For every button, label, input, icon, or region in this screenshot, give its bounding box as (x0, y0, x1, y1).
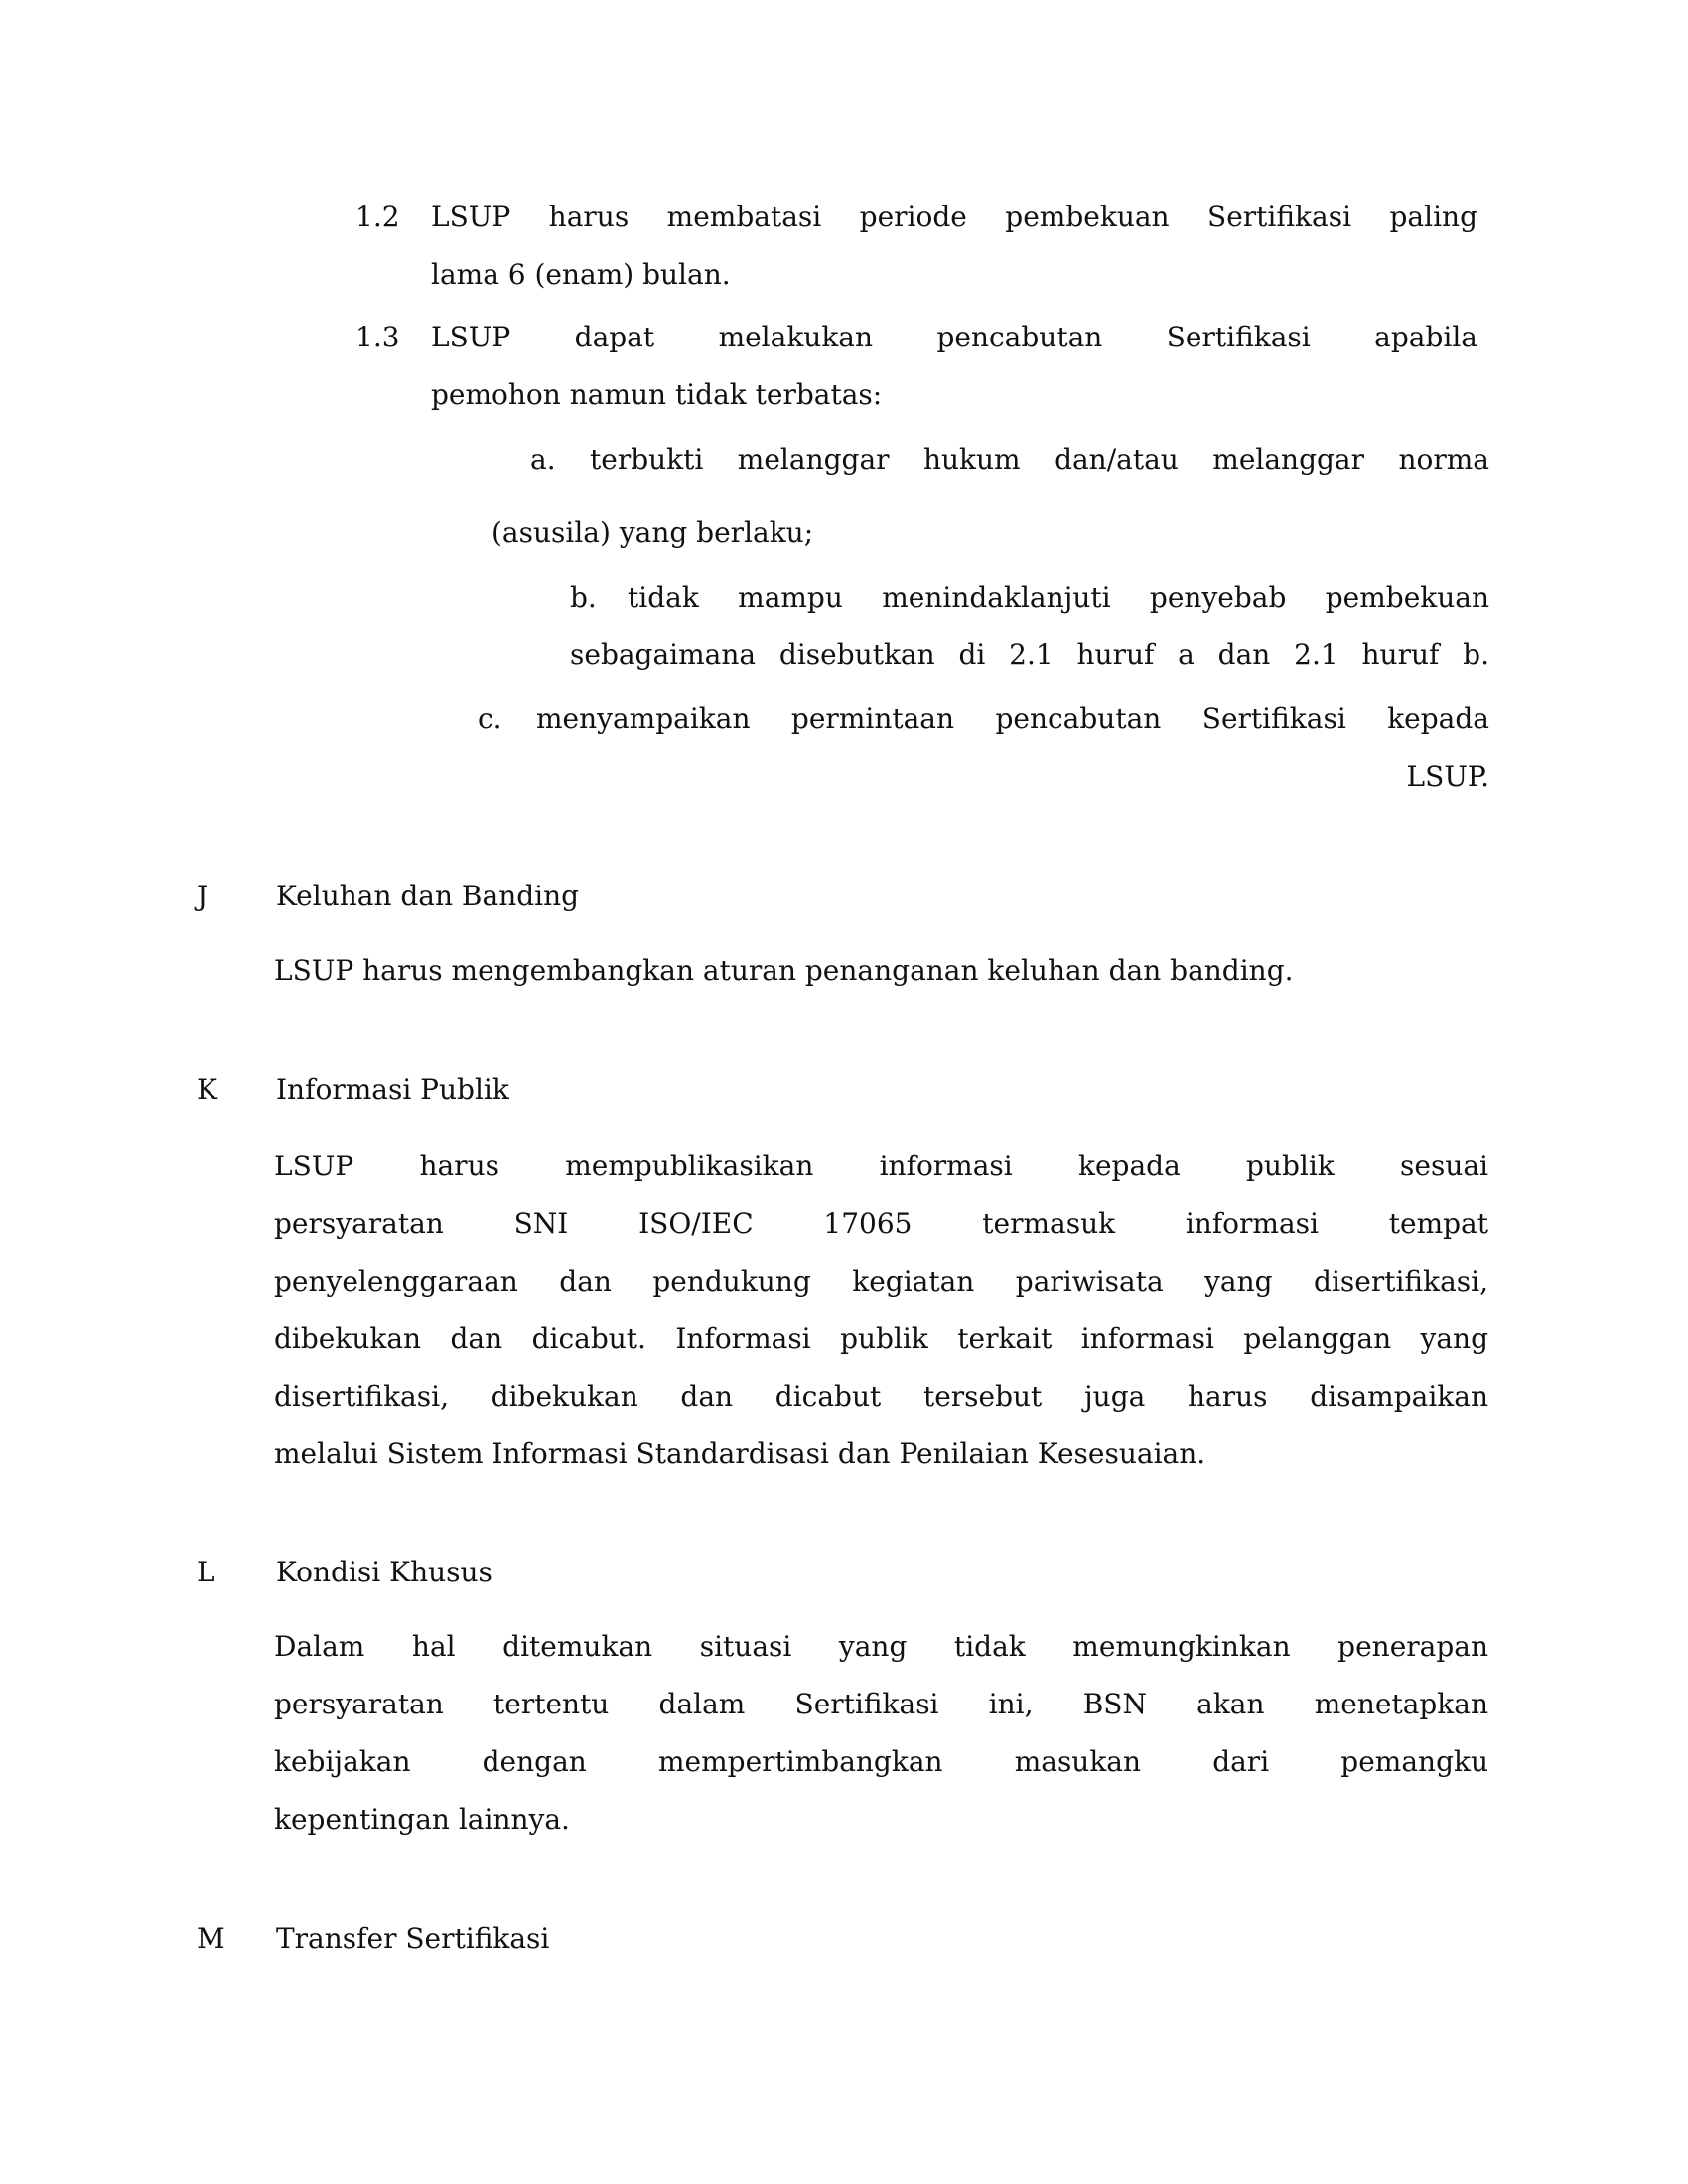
section-body-line: LSUP harus mengembangkan aturan penanganan keluhan dan banding. (274, 954, 1294, 987)
section-letter: J (197, 880, 209, 912)
subitem-text-line: sebagaimana disebutkan di 2.1 huruf a dan 2.1 huruf b. (570, 638, 1489, 671)
subitem-text-line: (asusila) yang berlaku; (492, 516, 814, 549)
item-text-line: LSUP dapat melakukan pencabutan Sertifikasi apabila (431, 321, 1477, 353)
section-title: Informasi Publik (276, 1073, 509, 1106)
section-body-line: penyelenggaraan dan pendukung kegiatan pariwisata yang disertifikasi, (274, 1265, 1488, 1297)
subitem-letter: a. (530, 443, 556, 476)
item-text-line: lama 6 (enam) bulan. (431, 258, 731, 291)
subitem-text-line: menyampaikan permintaan pencabutan Sertifikasi kepada (536, 702, 1489, 735)
section-letter: L (197, 1556, 215, 1588)
section-body-line: kebijakan dengan mempertimbangkan masukan dari pemangku (274, 1745, 1488, 1778)
subitem-text-line: terbukti melanggar hukum dan/atau melanggar norma (590, 443, 1489, 476)
item-number: 1.3 (355, 321, 400, 353)
item-number: 1.2 (355, 201, 400, 233)
section-title: Kondisi Khusus (276, 1556, 492, 1588)
section-body-line: Dalam hal ditemukan situasi yang tidak memungkinkan penerapan (274, 1630, 1488, 1663)
section-letter: M (197, 1922, 225, 1955)
section-body-line: kepentingan lainnya. (274, 1803, 570, 1836)
section-body-line: disertifikasi, dibekukan dan dicabut tersebut juga harus disampaikan (274, 1380, 1488, 1413)
section-body-line: persyaratan SNI ISO/IEC 17065 termasuk informasi tempat (274, 1207, 1488, 1240)
subitem-letter: c. (478, 702, 502, 735)
section-body-line: dibekukan dan dicabut. Informasi publik terkait informasi pelanggan yang (274, 1322, 1488, 1355)
section-title: Keluhan dan Banding (276, 880, 580, 912)
subitem-letter: b. (570, 581, 597, 614)
subitem-text-line: tidak mampu menindaklanjuti penyebab pembekuan (628, 581, 1489, 614)
item-text-line: pemohon namun tidak terbatas: (431, 378, 883, 411)
section-body-line: persyaratan tertentu dalam Sertifikasi ini, BSN akan menetapkan (274, 1688, 1488, 1720)
section-title: Transfer Sertifikasi (276, 1922, 550, 1955)
section-body-line: melalui Sistem Informasi Standardisasi dan Penilaian Kesesuaian. (274, 1437, 1206, 1470)
subitem-text-line: LSUP. (1406, 760, 1489, 793)
item-text-line: LSUP harus membatasi periode pembekuan Sertifikasi paling (431, 201, 1477, 233)
section-body-line: LSUP harus mempublikasikan informasi kepada publik sesuai (274, 1150, 1488, 1182)
section-letter: K (197, 1073, 217, 1106)
